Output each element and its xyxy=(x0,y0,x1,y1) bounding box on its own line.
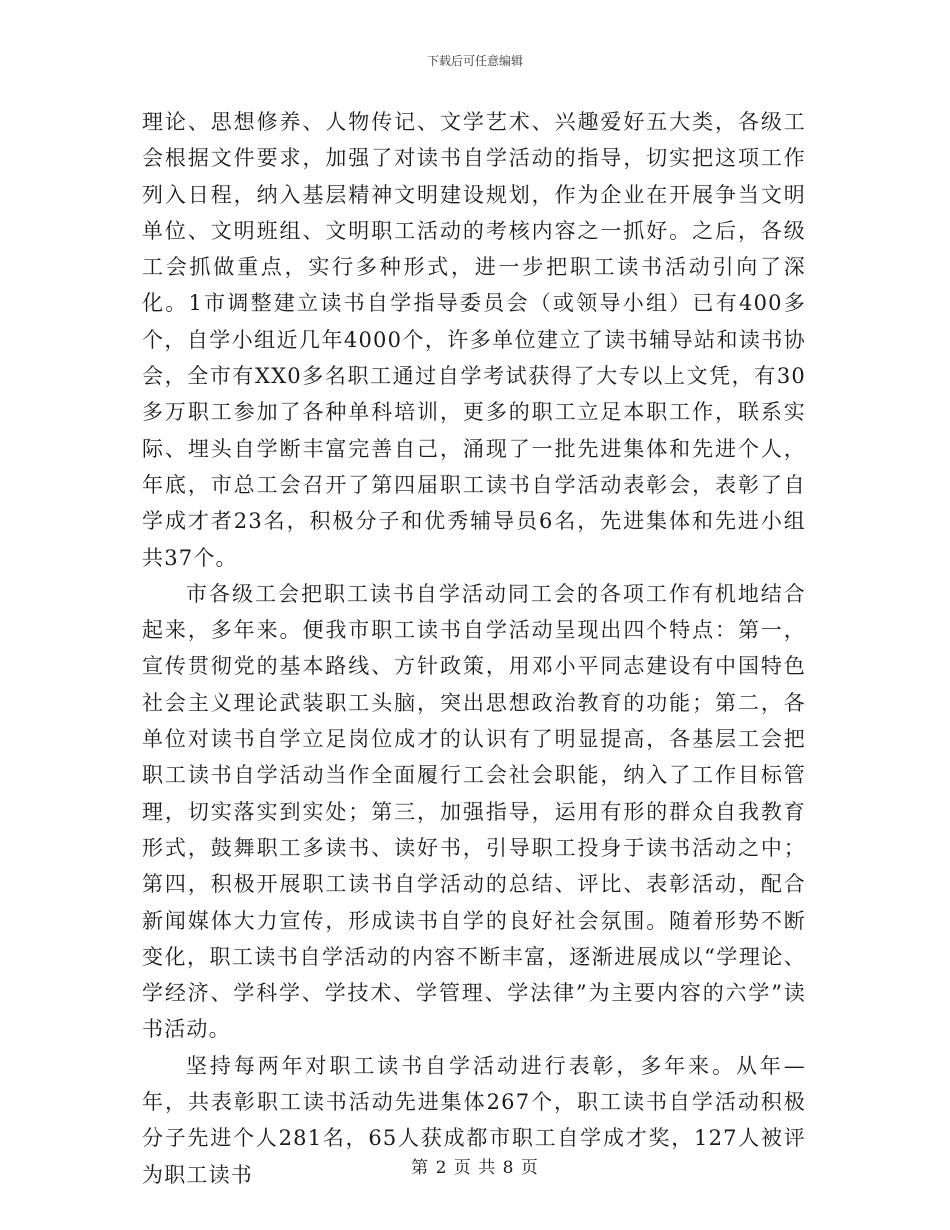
page-number-footer: 第 2 页 共 8 页 xyxy=(411,1158,539,1178)
page-header: 下载后可任意编辑 xyxy=(426,54,523,68)
paragraph-3: 坚持每两年对职工读书自学活动进行表彰，多年来。从年—年，共表彰职工读书活动先进集体267个，职工读书自学活动积极分子先进个人281名，65人获成都市职工自学成才奖，127人被评为职工读书 xyxy=(142,1053,806,1187)
document-body xyxy=(142,104,806,1193)
paragraph-2: 市各级工会把职工读书自学活动同工会的各项工作有机地结合起来，多年来。便我市职工读书自学活动呈现出四个特点：第一，宣传贯彻党的基本路线、方针政策，用邓小平同志建设有中国特色社会主义理论武装职工头脑，突出思想政治教育的功能；第二，各单位对读书自学立足岗位成才的认识有了明显提高，各基层工会把职工读书自学活动当作全面履行工会社会职能，纳入了工作目标管理，切实落实到实处；第三，加强指导，运用有形的群众自我教育形式，鼓舞职工多读书、读好书，引导职工投身于读书活动之中；第四，积极开展职工读书自学活动的总结、评比、表彰活动，配合新闻媒体大力宣传，形成读书自学的良好社会氛围。随着形势不断变化，职工读书自学活动的内容不断丰富，逐渐进展成以“学理论、学经济、学科学、学技术、学管理、学法律”为主要内容的六学”读书活动。 xyxy=(142,581,806,1042)
paragraph-1: 理论、思想修养、人物传记、文学艺术、兴趣爱好五大类，各级工会根据文件要求，加强了对读书自学活动的指导，切实把这项工作列入日程，纳入基层精神文明建设规划，作为企业在开展争当文明单位、文明班组、文明职工活动的考核内容之一抓好。之后，各级工会抓做重点，实行多种形式，进一步把职工读书活动引向了深化。1市调整建立读书自学指导委员会（或领导小组）已有400多个，自学小组近几年4000个，许多单位建立了读书辅导站和读书协会，全市有XX0多名职工通过自学考试获得了大专以上文凭，有30多万职工参加了各种单科培训，更多的职工立足本职工作，联系实际、埋头自学断丰富完善自己，涌现了一批先进集体和先进个人，年底，市总工会召开了第四届职工读书自学活动表彰会，表彰了自学成才者23名，积极分子和优秀辅导员6名，先进集体和先进小组共37个。 xyxy=(142,110,806,570)
